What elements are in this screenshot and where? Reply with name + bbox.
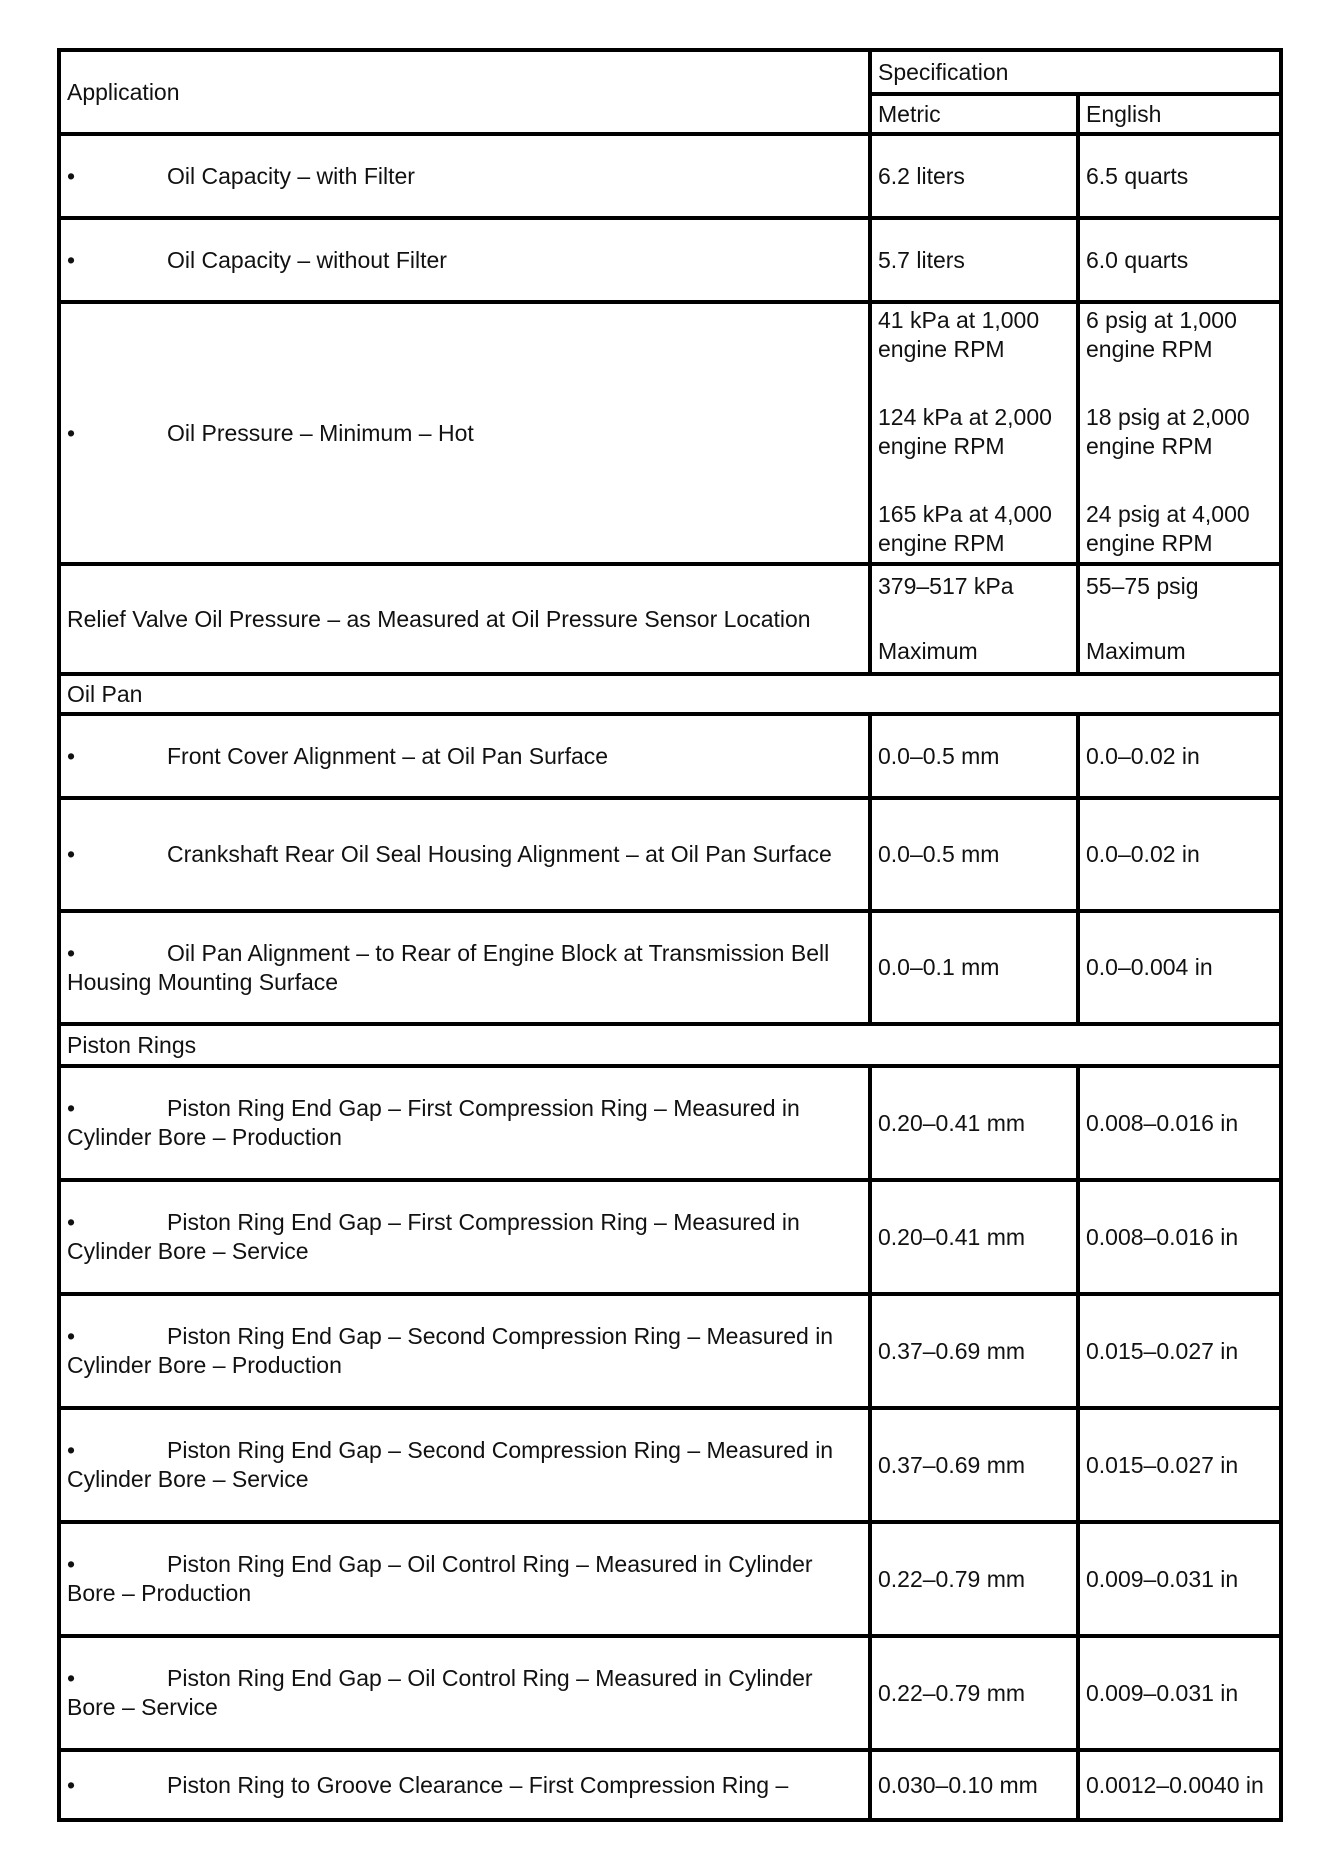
- metric-note: Maximum: [878, 638, 978, 664]
- application-label: Piston Ring End Gap – Oil Control Ring – Measured in Cylinder Bore – Production: [67, 1551, 813, 1606]
- english-value: 0.0–0.004 in: [1078, 911, 1281, 1024]
- metric-value: 0.0–0.5 mm: [870, 798, 1078, 911]
- table-row: [59, 1408, 1281, 1522]
- metric-value: 0.20–0.41 mm: [870, 1180, 1078, 1294]
- section-row: [59, 1024, 1281, 1066]
- header-specification: Specification: [870, 50, 1281, 94]
- metric-value: 5.7 liters: [870, 218, 1078, 302]
- bullet: •: [67, 1551, 76, 1577]
- application-cell: [59, 714, 870, 798]
- application-label: Oil Pan Alignment – to Rear of Engine Block at Transmission Bell Housing Mounting Surface: [67, 939, 830, 995]
- english-value: 6 psig at 1,000 engine RPM: [1086, 307, 1237, 362]
- english-value: 0.0–0.02 in: [1078, 798, 1281, 911]
- metric-cell: [870, 564, 1078, 674]
- bullet: •: [67, 742, 76, 769]
- application-cell: [59, 1408, 870, 1522]
- english-value: 0.015–0.027 in: [1078, 1408, 1281, 1522]
- metric-value: 379–517 kPa: [878, 573, 1014, 599]
- english-value: 6.5 quarts: [1078, 134, 1281, 218]
- application-label: Piston Ring End Gap – Oil Control Ring – Measured in Cylinder Bore – Service: [67, 1665, 813, 1720]
- application-label: Piston Ring to Groove Clearance – First Compression Ring –: [167, 1771, 789, 1798]
- application-label: Relief Valve Oil Pressure – as Measured at Oil Pressure Sensor Location: [59, 564, 870, 674]
- application-label: Piston Ring End Gap – Second Compression Ring – Measured in Cylinder Bore – Service: [67, 1437, 834, 1492]
- metric-value: 165 kPa at 4,000 engine RPM: [878, 501, 1052, 556]
- metric-value: 0.22–0.79 mm: [870, 1636, 1078, 1750]
- table-row: [59, 134, 1281, 218]
- bullet: •: [67, 246, 76, 273]
- application-label: Front Cover Alignment – at Oil Pan Surface: [167, 742, 609, 769]
- english-value: 6.0 quarts: [1078, 218, 1281, 302]
- bullet: •: [67, 1665, 76, 1691]
- metric-value: 0.37–0.69 mm: [870, 1408, 1078, 1522]
- application-cell: [59, 1636, 870, 1750]
- table-row: [59, 798, 1281, 911]
- application-cell: [59, 1180, 870, 1294]
- metric-value: 0.22–0.79 mm: [870, 1522, 1078, 1636]
- bullet: •: [67, 841, 76, 867]
- application-label: Piston Ring End Gap – First Compression Ring – Measured in Cylinder Bore – Service: [67, 1209, 800, 1264]
- application-cell: [59, 1522, 870, 1636]
- table-row: [59, 218, 1281, 302]
- table-row: [59, 911, 1281, 1024]
- bullet: •: [67, 1209, 76, 1235]
- table-row: [59, 564, 1281, 674]
- specification-table: [57, 48, 1283, 1822]
- english-value: 0.0012–0.0040 in: [1078, 1750, 1281, 1820]
- english-value: 55–75 psig: [1086, 573, 1199, 599]
- application-label: Piston Ring End Gap – Second Compression Ring – Measured in Cylinder Bore – Production: [67, 1323, 834, 1378]
- metric-value: 0.20–0.41 mm: [870, 1066, 1078, 1180]
- metric-value: 0.0–0.5 mm: [870, 714, 1078, 798]
- table-row: [59, 302, 1281, 564]
- application-label: Oil Capacity – without Filter: [167, 246, 447, 273]
- header-metric: Metric: [870, 94, 1078, 134]
- bullet: •: [67, 1437, 76, 1463]
- table-row: [59, 714, 1281, 798]
- english-values: [1078, 302, 1281, 564]
- table-row: [59, 1636, 1281, 1750]
- english-value: 0.009–0.031 in: [1078, 1522, 1281, 1636]
- application-label: Oil Pressure – Minimum – Hot: [167, 419, 474, 446]
- metric-value: 41 kPa at 1,000 engine RPM: [878, 307, 1040, 362]
- metric-value: 124 kPa at 2,000 engine RPM: [878, 404, 1052, 459]
- english-value: 0.009–0.031 in: [1078, 1636, 1281, 1750]
- bullet: •: [67, 1323, 76, 1349]
- application-cell: [59, 1750, 870, 1820]
- table-row: [59, 1180, 1281, 1294]
- metric-values: [870, 302, 1078, 564]
- application-cell: [59, 218, 870, 302]
- english-value: 18 psig at 2,000 engine RPM: [1086, 404, 1250, 459]
- section-title: Piston Rings: [59, 1024, 1281, 1066]
- metric-value: 0.030–0.10 mm: [870, 1750, 1078, 1820]
- bullet: •: [67, 1771, 76, 1798]
- english-value: 0.0–0.02 in: [1078, 714, 1281, 798]
- application-label: Crankshaft Rear Oil Seal Housing Alignment – at Oil Pan Surface: [167, 841, 832, 867]
- bullet: •: [67, 939, 76, 966]
- english-value: 0.008–0.016 in: [1078, 1066, 1281, 1180]
- application-cell: [59, 911, 870, 1024]
- application-cell: [59, 798, 870, 911]
- metric-value: 0.37–0.69 mm: [870, 1294, 1078, 1408]
- table-row: [59, 1294, 1281, 1408]
- metric-value: 6.2 liters: [870, 134, 1078, 218]
- section-title: Oil Pan: [59, 674, 1281, 714]
- english-value: 0.015–0.027 in: [1078, 1294, 1281, 1408]
- table-row: [59, 1066, 1281, 1180]
- header-application: Application: [59, 50, 870, 134]
- application-cell: [59, 302, 870, 564]
- table-row: [59, 1522, 1281, 1636]
- bullet: •: [67, 162, 76, 189]
- english-value: 0.008–0.016 in: [1078, 1180, 1281, 1294]
- english-value: 24 psig at 4,000 engine RPM: [1086, 501, 1250, 556]
- metric-value: 0.0–0.1 mm: [870, 911, 1078, 1024]
- table-row: [59, 1750, 1281, 1820]
- application-label: Oil Capacity – with Filter: [167, 162, 415, 189]
- section-row: [59, 674, 1281, 714]
- application-cell: [59, 134, 870, 218]
- english-cell: [1078, 564, 1281, 674]
- application-cell: [59, 1066, 870, 1180]
- header-english: English: [1078, 94, 1281, 134]
- english-note: Maximum: [1086, 638, 1186, 664]
- bullet: •: [67, 419, 76, 446]
- bullet: •: [67, 1095, 76, 1121]
- application-label: Piston Ring End Gap – First Compression Ring – Measured in Cylinder Bore – Production: [67, 1095, 800, 1150]
- application-cell: [59, 1294, 870, 1408]
